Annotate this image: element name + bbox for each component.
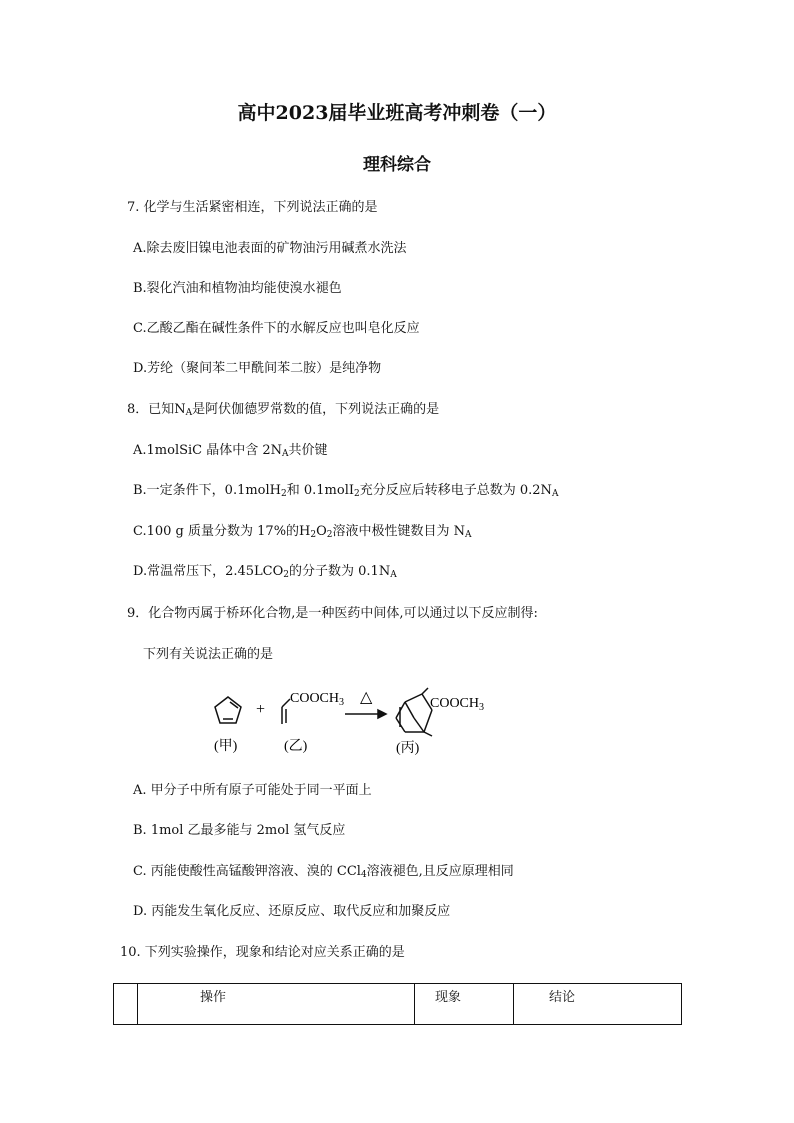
page-subtitle: 理科综合: [363, 155, 431, 175]
ester-label-yi: $COOCH_3$: [290, 691, 345, 708]
q9-option-b: B. 1mol 乙最多能与 2mol 氢气反应: [133, 823, 346, 838]
q7-option-b: B.裂化汽油和植物油均能使溴水褪色: [133, 281, 342, 296]
q8-option-a: A.1molSiC 晶体中含 $2N_A$共价键: [133, 443, 328, 459]
q7-option-d: D.芳纶（聚间苯二甲酰间苯二胺）是纯净物: [133, 361, 382, 376]
ester-structure-yi: [282, 699, 290, 724]
plus-sign: +: [256, 701, 266, 718]
q8-stem: 8．已知$N_A$是阿伏伽德罗常数的值，下列说法正确的是: [127, 402, 440, 418]
label-bing: (丙): [396, 741, 420, 756]
q10-stem: 10. 下列实验操作，现象和结论对应关系正确的是: [120, 945, 405, 960]
q8-option-b: B.一定条件下，0.1molH$_2$和 0.1molI$_2$充分反应后转移电子总数为 $0.2N_A$: [133, 483, 559, 499]
table-header-index: [114, 984, 138, 1025]
reaction-scheme: [200, 680, 510, 760]
q8-option-c: C.100 g 质量分数为 17%的$H_2O_2$溶液中极性键数目为 $N_A$: [133, 524, 472, 540]
q9-prompt: 下列有关说法正确的是: [143, 647, 274, 662]
experiment-table: [113, 983, 682, 1025]
q9-option-a: A. 甲分子中所有原子可能处于同一平面上: [133, 783, 372, 798]
heat-symbol: △: [360, 687, 373, 706]
table-header-operation: 操作: [138, 984, 415, 1025]
ester-label-bing: $COOCH_3$: [430, 696, 485, 713]
label-jia: (甲): [214, 739, 238, 754]
table-header-row: [114, 984, 682, 1025]
bicyclic-product-structure: [396, 688, 432, 736]
page-title: 高中2023届毕业班高考冲刺卷（一）: [237, 102, 557, 124]
q7-option-a: A.除去废旧镍电池表面的矿物油污用碱煮水洗法: [133, 241, 407, 256]
cyclopentadiene-structure: [215, 697, 241, 723]
q9-stem: 9．化合物丙属于桥环化合物,是一种医药中间体,可以通过以下反应制得:: [127, 606, 538, 621]
reaction-arrow: [345, 710, 386, 718]
q7-stem: 7. 化学与生活紧密相连，下列说法正确的是: [127, 200, 378, 215]
table-header-phenomenon: 现象: [415, 984, 514, 1025]
table-header-conclusion: 结论: [514, 984, 682, 1025]
label-yi: (乙): [284, 739, 308, 754]
q8-option-d: D.常温常压下，$2.45LCO_2$的分子数为 $0.1N_A$: [133, 564, 397, 580]
q9-option-d: D. 丙能发生氧化反应、还原反应、取代反应和加聚反应: [133, 904, 451, 919]
q9-option-c: C. 丙能使酸性高锰酸钾溶液、溴的 CCl$_4$溶液褪色,且反应原理相同: [133, 864, 514, 880]
q7-option-c: C.乙酸乙酯在碱性条件下的水解反应也叫皂化反应: [133, 321, 420, 336]
